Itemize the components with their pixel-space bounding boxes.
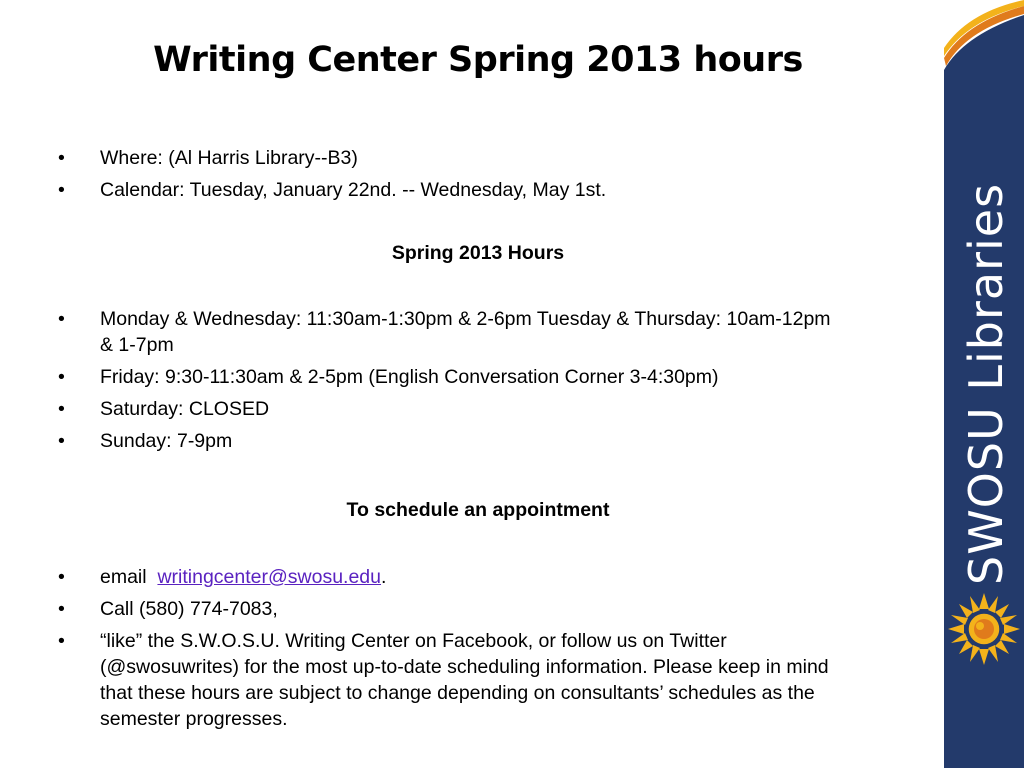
slide-title: Writing Center Spring 2013 hours	[153, 40, 803, 80]
sidebar-graphic	[944, 0, 1024, 768]
contact-list	[58, 564, 848, 738]
email-prefix: email	[100, 566, 158, 588]
swosu-libraries-sidebar	[944, 0, 1024, 768]
list-item-saturday-hours: • Saturday: CLOSED	[58, 396, 848, 422]
appointment-heading: To schedule an appointment	[346, 499, 610, 521]
hours-list	[58, 306, 848, 460]
email-link[interactable]: writingcenter@swosu.edu	[157, 566, 382, 588]
list-item-sunday-hours: • Sunday: 7-9pm	[58, 428, 848, 454]
list-item-email	[58, 564, 848, 590]
hours-heading: Spring 2013 Hours	[391, 242, 565, 264]
list-item-call: • Call (580) 774-7083,	[58, 596, 848, 622]
list-item-weekday-hours: • Monday & Wednesday: 11:30am-1:30pm & 2-6pm Tuesday & Thursday: 10am-12pm & 1-7pm	[58, 306, 848, 358]
location-list	[58, 145, 848, 209]
list-item-where: • Where: (Al Harris Library--B3)	[58, 145, 848, 171]
list-item-calendar: • Calendar: Tuesday, January 22nd. -- Wednesday, May 1st.	[58, 177, 848, 203]
email-suffix: .	[381, 566, 387, 588]
list-item-social: • “like” the S.W.O.S.U. Writing Center on Facebook, or follow us on Twitter (@swosuwrites) for the most up-to-date scheduling information. Please keep in mind that these hours are subject to change depending on consultants’ schedules as the semester progresses.	[58, 628, 848, 732]
sidebar-brand-text: SWOSU Libraries	[959, 182, 1013, 585]
list-item-friday-hours: • Friday: 9:30-11:30am & 2-5pm (English Conversation Corner 3-4:30pm)	[58, 364, 848, 390]
